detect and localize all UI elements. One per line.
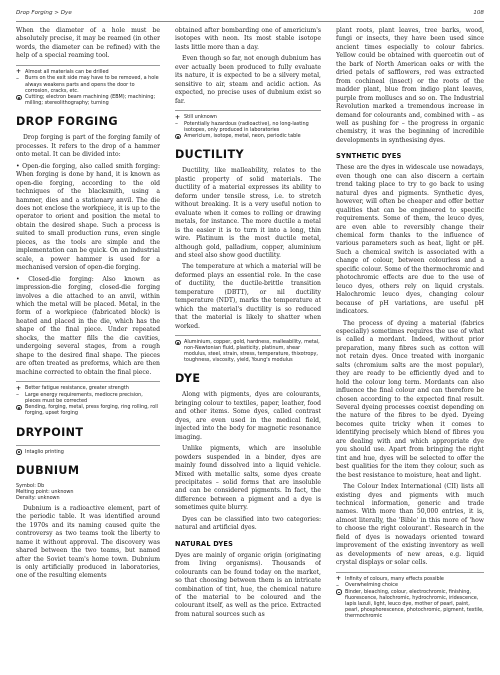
element-facts <box>16 483 160 502</box>
property-item <box>16 69 160 75</box>
paragraph: • Closed-die forging: Also known as impression-die forging, closed-die forging involves a die attached to an anvil, within which the metal will be placed. Metal, in the form of a workpiece (fabricated block) is heated and placed in the die, which has the shape of the final piece. Under repeated shocks, the matter fills the die cavities, undergoing several stages, from a rough shape to the desired final shape. The pieces are often treated as preforms, which are then machine corrected to obtain the final piece. <box>16 275 160 376</box>
column-1 <box>16 27 160 665</box>
element-symbol: Symbol: Db <box>16 482 45 489</box>
divider <box>336 572 484 573</box>
paragraph: The temperature at which a material will be deformed plays an essential role. In the case of ductility, the ductile-brittle transition temperature (DBTT), or nil ductility temperature (NDT), marks the temperature at which the material's ductility is so reduced that the material is likely to shatter when worked. <box>175 263 321 330</box>
paragraph: Drop forging is part of the forging family of processes. It refers to the drop of a hammer onto metal. It can be divided into: <box>16 134 160 159</box>
properties-list <box>175 339 321 363</box>
section-heading-drypoint: DRYPOINT <box>16 425 84 439</box>
running-header-title: Drop Forging > Dye <box>16 10 72 16</box>
property-item <box>175 339 321 363</box>
minus-icon: – <box>336 581 339 589</box>
plus-icon: + <box>336 575 342 583</box>
property-text: Intaglio printing <box>25 448 64 455</box>
properties-list <box>175 114 321 139</box>
property-text: Americium, isotope, metal, neon, periodic table <box>184 133 301 140</box>
property-text: Infinity of colours, many effects possible <box>345 575 444 582</box>
related-terms-icon <box>16 95 22 101</box>
property-item <box>16 392 160 404</box>
property-item <box>175 133 321 139</box>
paragraph: Dubnium is a radioactive element, part of the periodic table. It was identified around the 1970s and its naming caused quite the controversy as two teams took the liberty to name it without approval. The discovery was shared between the two teams, but named after the Soviet team's home town. Dubnium is only artificially produced in laboratories, one of the resulting elements <box>16 504 160 580</box>
element-density: Density: unknown <box>16 495 60 502</box>
property-text: Almost all materials can be drilled <box>25 68 109 75</box>
paragraph: Along with pigments, dyes are colourants, bringing colour to textiles, paper, leather, food and other items. Some dyes, called contrast dyes, are even used in the medical field, injected into the body for magnetic resonance imaging. <box>175 391 321 441</box>
subheading-synthetic-dyes: SYNTHETIC DYES <box>336 152 402 161</box>
properties-list <box>16 385 160 416</box>
related-terms-icon <box>175 340 181 346</box>
minus-icon: – <box>175 120 178 128</box>
minus-icon: – <box>16 391 19 399</box>
properties-list <box>336 576 484 620</box>
column-2 <box>175 27 321 665</box>
paragraph: • Open-die forging, also called smith forging: When forging is done by hand, it is known as open-die forging, according to the old techniques of the blacksmith, using a hammer, dies and a stationary anvil. The die does not enclose the workpiece, it is up to the operator to orient and position the metal to obtain the desired shape. Such a process is suited to small production runs, even single pieces, as the tools are simple and the implementation can be quick. On an industrial scale, a power hammer is used for a mechanised version of open-die forging. <box>16 162 160 272</box>
related-terms-icon <box>175 134 181 140</box>
related-terms-icon <box>16 449 22 455</box>
property-item <box>175 121 321 133</box>
property-text: Still unknown <box>184 114 217 121</box>
paragraph: Dyes can be classified into two categories: natural and artificial dyes. <box>175 515 321 532</box>
paragraph: Unlike pigments, which are insoluble powders suspended in a binder, dyes are mainly found dissolved into a liquid vehicle. Mixed with metallic salts, some dyes create precipitates – solid forms that are insoluble and can be considered pigments. In fact, the difference between a pigment and a dye is sometimes quite blurry. <box>175 445 321 512</box>
divider <box>175 110 321 111</box>
property-item <box>16 94 160 106</box>
property-item <box>175 114 321 120</box>
paragraph: Dyes are mainly of organic origin (originating from living organisms). Thousands of colourants can be found today on the market, so that choosing between them is an intricate combination of tint, hue, the chemical nature of the material to be coloured and the colourant itself, as well as the price. Extracted from natural sources such as <box>175 551 321 618</box>
divider <box>175 335 321 336</box>
page-number: 108 <box>473 10 484 16</box>
divider <box>16 65 160 66</box>
section-heading-ductility: DUCTILITY <box>175 148 244 162</box>
paragraph: Even though so far, not enough dubnium has ever actually been produced to fully evaluate its nature, it is expected to be a silvery metal, sensitive to air, steam and acidic action. As expected, no precise uses of dubnium exist so far. <box>175 55 321 105</box>
property-item <box>336 589 484 619</box>
paragraph: The process of dyeing a material (fabrics especially) sometimes requires the use of what is called a mordant. Indeed, without prior preparation, many fibres such as cotton will not retain dyes. Once treated with inorganic salts (chromium salts are the most popular), they are ready to be efficiently dyed and to hold the colour long term. Mordants can also influence the final colour and can therefore be chosen according to the expected final result. Several dyeing processes coexist depending on the nature of the fibres to be dyed. Dyeing becomes quite tricky when it comes to identifying precisely which blend of fibres you are dealing with and which appropriate dye you should use. Apart from bringing the right tint and hue, dyes will be selected to offer the best qualities for the item they colour, such as the best resistance to moisture, heat and light. <box>336 319 484 479</box>
property-item <box>336 582 484 588</box>
related-terms-icon <box>336 589 342 595</box>
element-melting-point: Melting point: unknown <box>16 489 74 496</box>
column-3 <box>336 27 484 665</box>
property-text: Potentially hazardous (radioactive), no long-lasting isotopes, only produced in laboratories <box>184 120 309 133</box>
plus-icon: + <box>16 68 22 76</box>
property-text: Better fatigue resistance, greater strength <box>25 385 129 392</box>
paragraph: When the diameter of a hole must be absolutely precise, it may be reamed (in other words, the diameter can be refined) with the help of a special reaming tool. <box>16 27 160 60</box>
section-heading-drop-forging: DROP FORGING <box>16 115 118 129</box>
properties-list <box>16 449 160 455</box>
paragraph: obtained after bombarding one of americium's isotopes with neon. Its most stable isotope lasts little more than a day. <box>175 27 321 51</box>
divider <box>16 381 160 382</box>
property-text: Cutting; electron beam machining (EBM); machining; milling; stereolithography; turning <box>25 94 156 107</box>
property-text: Binder, bleaching, colour, electrochromic, finishing, fluorescence, halochromic, hydrochromic, iridescence, lapis lazuli, light, leuco dye, mother of pearl, paint, pearl, phosphorescence, photochromic, pigment, textile, thermochromic <box>345 588 484 620</box>
property-text: Large energy requirements, mediocre precision, pieces must be corrected <box>25 391 143 404</box>
property-item <box>16 385 160 391</box>
paragraph: plant roots, plant leaves, tree barks, wood, fungi or insects, they have been used since ancient times especially to colour fabrics. Yellow could be obtained with quercetin out of the bark of North American oaks or with the dried petals of safflowers, red was extracted from cochineal (insect) or the roots of the madder plant, blue from indigo plant leaves, purple from molluscs and so on. The Industrial Revolution marked a tremendous increase in demand for colourants and, combined with – as well as pushing for – the progress in organic chemistry, it was the beginning of incredible developments in synthesising dyes. <box>336 27 484 144</box>
paragraph: These are the dyes in widescale use nowadays, even though one can also discern a certain trend taking place to try to go back to using natural dyes and pigments. Synthetic dyes, however, will often be cheaper and offer better qualities that can be engineered to specific requirements. Some of them, the leuco dyes, are even able to reversibly change their chemical form thanks to the influence of various parameters such as heat, light or pH. Such a chemical switch is associated with a change of colour, between colourless and a specific colour. Some of the thermochromic and photochromic effects are due to the use of leuco dyes, others rely on liquid crystals. Halochromic leuco dyes, changing colour because of pH variations, are useful pH indicators. <box>336 164 484 316</box>
minus-icon: – <box>16 74 19 82</box>
property-text: Burrs on the exit side may have to be removed, a hole always weakens parts and opens the door to corrosion, cracks, etc. <box>25 75 159 94</box>
section-heading-dubnium: DUBNIUM <box>16 463 80 477</box>
properties-list <box>16 69 160 107</box>
header-rule <box>16 21 484 22</box>
property-text: Aluminium, copper, gold, hardness, malleability, metal, non-Newtonian fluid, plasticity, platinum, shear modulus, steel, strain, stress, temperature, thixotropy, toughness, viscosity, yield, Young's modulus <box>184 339 320 364</box>
property-item <box>336 576 484 582</box>
plus-icon: + <box>16 384 22 392</box>
subheading-natural-dyes: NATURAL DYES <box>175 539 234 548</box>
paragraph: Ductility, like malleability, relates to the plastic property of solid materials. The ductility of a material expresses its ability to deform under tensile stress, i.e. to stretch without breaking. It is a very useful notion to evaluate when it comes to rolling or drawing metals, for instance. The more ductile a metal is the easier it is to turn it into a long, thin wire. Platinum is the most ductile metal, although gold, palladium, copper, aluminium and steel also show good ductility. <box>175 167 321 259</box>
property-item <box>16 404 160 416</box>
section-heading-dye: DYE <box>175 372 201 386</box>
paragraph: The Colour Index International (CII) lists all existing dyes and pigments with much technical information, generic and trade names. With more than 50,000 entries, it is, almost literally, the 'Bible' in this more of 'how to choose the right colourant'. Research in the field of dyes is nowadays oriented toward improvement of the existing inventory as well as developments of new areas, e.g. liquid crystal displays or solar cells. <box>336 483 484 567</box>
property-item <box>16 75 160 93</box>
property-text: Bending, forging, metal, press forging, ring rolling, roll forging, upset forging <box>25 404 158 417</box>
plus-icon: + <box>175 113 181 121</box>
related-terms-icon <box>16 405 22 411</box>
property-text: Overwhelming choice <box>345 582 398 589</box>
divider <box>16 445 160 446</box>
property-item <box>16 449 160 455</box>
